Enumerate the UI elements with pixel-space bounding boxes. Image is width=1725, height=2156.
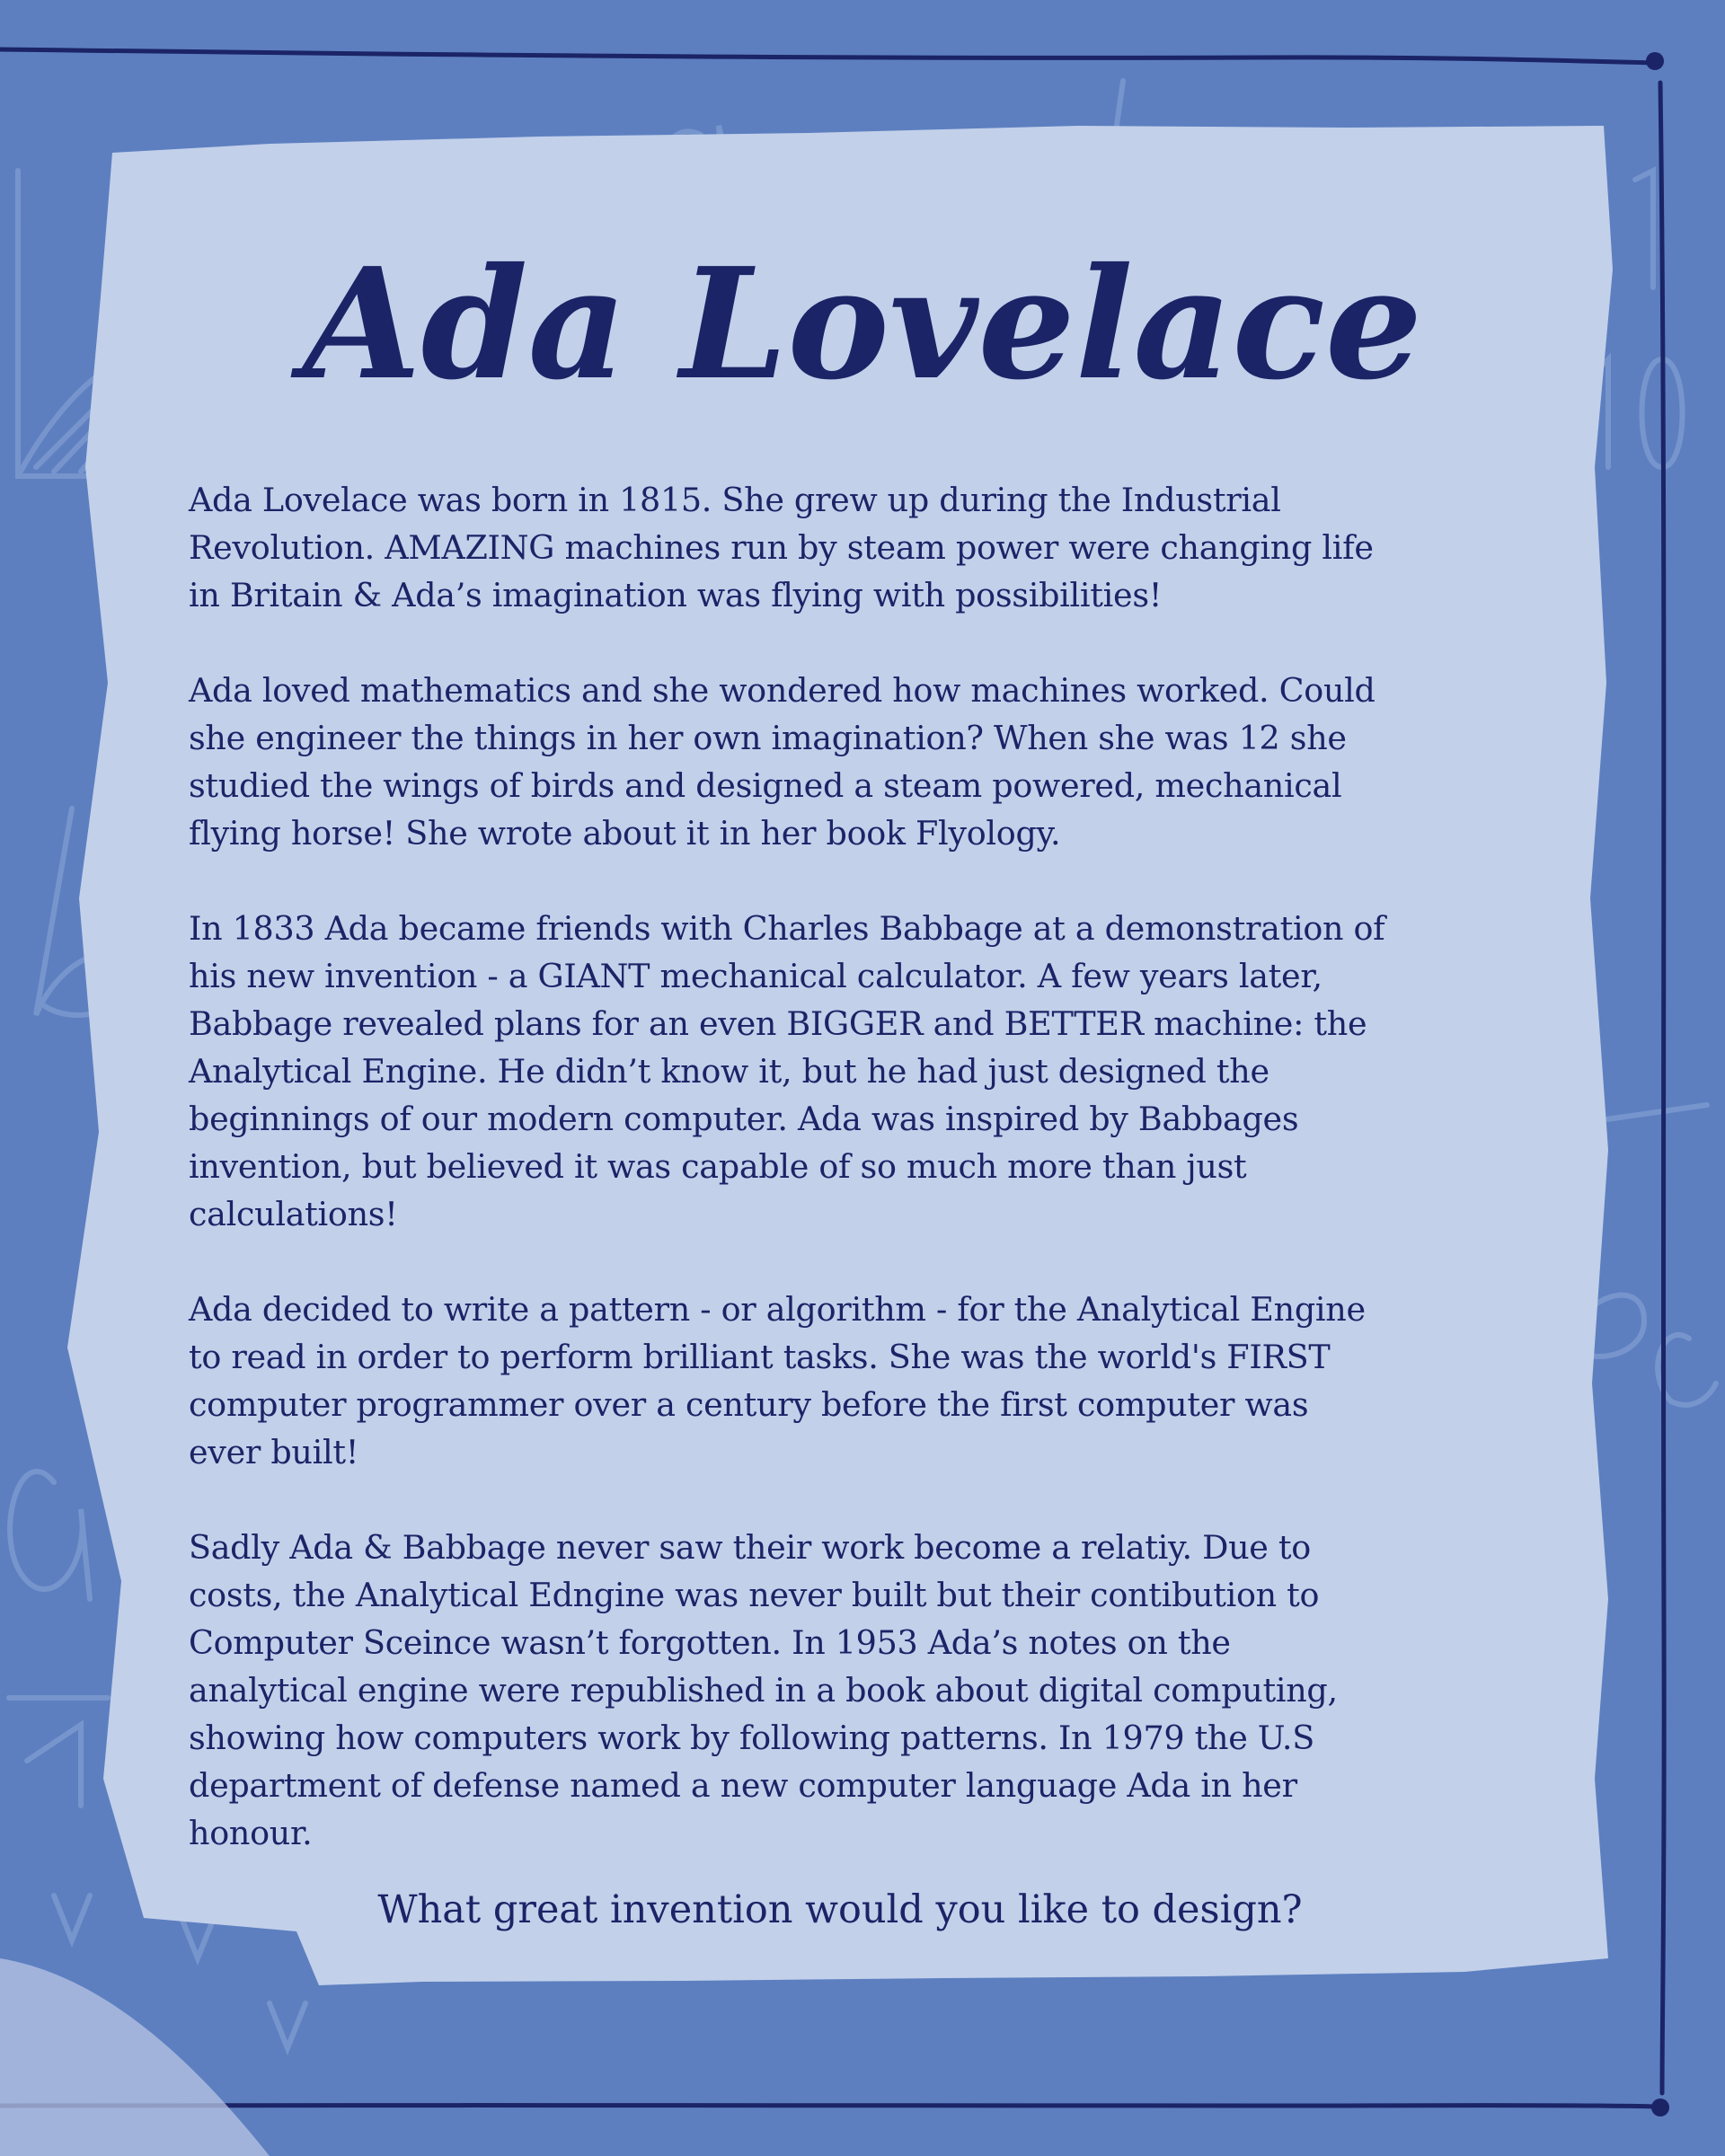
paragraph-mathematics: Ada loved mathematics and she wondered how machines worked. Could she engineer the things in her own imagination? When she was 12 she studied the wings of birds and designed a steam powered, mechanical flying horse! She wrote about it in her book Flyology. — [189, 671, 1376, 853]
title-text: Ada Lovelace — [302, 234, 1423, 414]
article-body — [189, 476, 1554, 1904]
paragraph-birth: Ada Lovelace was born in 1815. She grew up during the Industrial Revolution. AMAZING machines run by steam power were changing life in Britain & Ada’s imagination was flying with possibilities! — [189, 481, 1374, 614]
page-title — [261, 207, 1464, 449]
paragraph-legacy: Sadly Ada & Babbage never saw their work become a relatiy. Due to costs, the Analytical Edngine was never built but their contibution to Computer Sceince wasn’t forgotten. In 1953 Ada’s notes on the analytical engine were republished in a book about digital computing, showing how computers work by following patterns. In 1979 the U.S department of defense named a new computer language Ada in her honour. — [189, 1528, 1338, 1852]
closing-question: What great invention would you like to design? — [377, 1887, 1303, 1932]
paragraph-algorithm: Ada decided to write a pattern - or algorithm - for the Analytical Engine to read in order to perform brilliant tasks. She was the world's FIRST computer programmer over a century before the first computer was ever built! — [189, 1290, 1366, 1471]
paragraph-babbage: In 1833 Ada became friends with Charles Babbage at a demonstration of his new invention - a GIANT mechanical calculator. A few years later, Babbage revealed plans for an even BIGGER and BETTER machine: the Analytical Engine. He didn’t know it, but he had just designed the beginnings of our modern computer. Ada was inspired by Babbages invention, but believed it was capable of so much more than just calculations! — [189, 909, 1385, 1233]
